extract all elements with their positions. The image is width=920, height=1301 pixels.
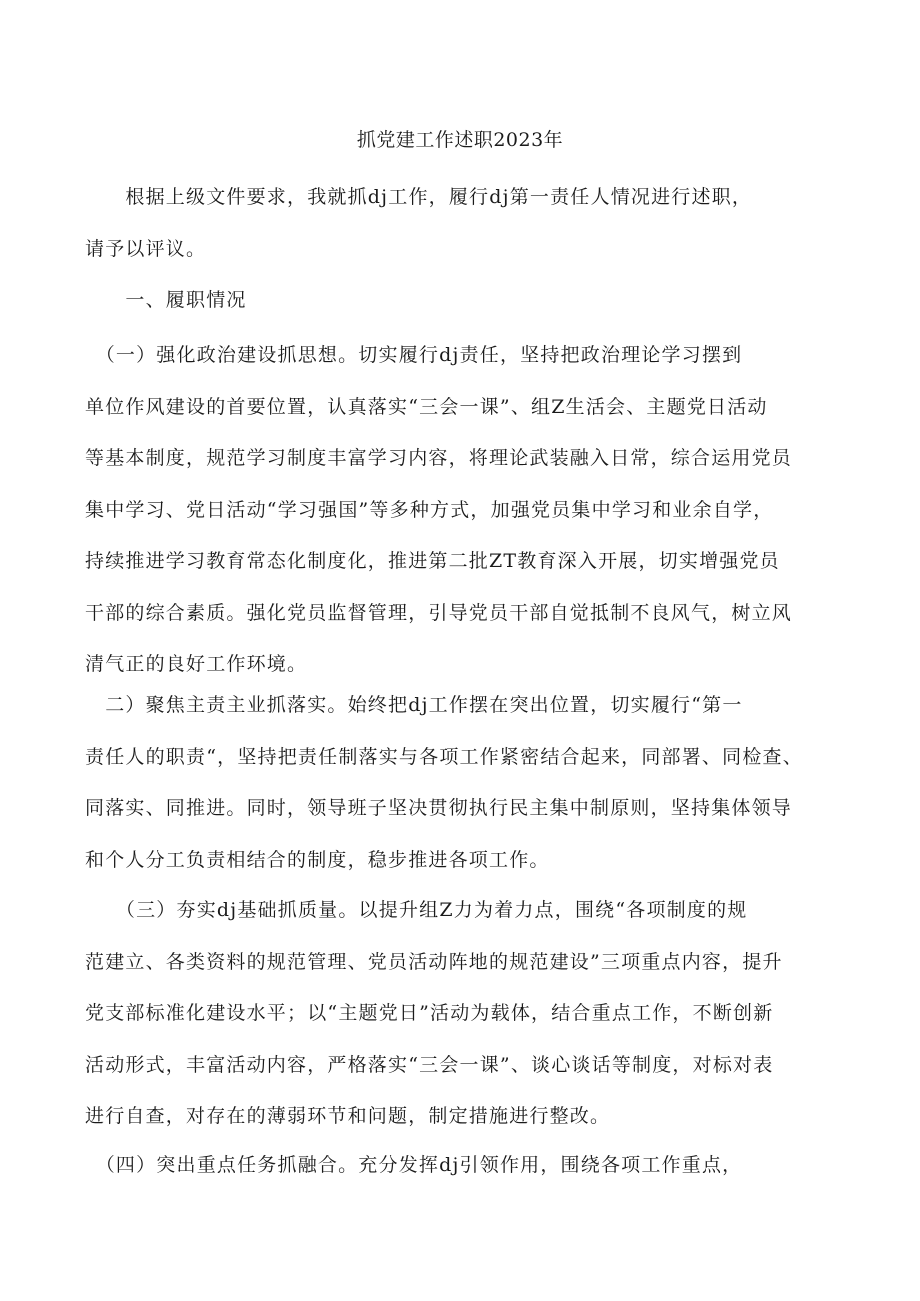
text-line: （一）强化政治建设抓思想。切实履行dj责任，坚持把政治理论学习摆到 xyxy=(85,344,743,366)
text-line: 根据上级文件要求，我就抓dj工作，履行dj第一责任人情况进行述职， xyxy=(85,186,753,208)
text-line: 活动形式，丰富活动内容，严格落实“三会一课”、谈心谈话等制度，对标对表 xyxy=(85,1053,774,1076)
text-line: 单位作风建设的首要位置，认真落实“三会一课”、组Z生活会、主题党日活动 xyxy=(85,395,768,418)
text-line: 一、履职情况 xyxy=(85,289,247,311)
text-line: 请予以评议。 xyxy=(85,237,207,260)
paragraph-section-4 xyxy=(85,1140,850,1192)
text-line: 集中学习、党日活动“学习强国”等多种方式，加强党员集中学习和业余自学， xyxy=(85,498,774,521)
paragraph-section-3 xyxy=(85,885,850,1143)
document-title: 抓党建工作述职2023年 xyxy=(356,129,564,151)
text-line: （三）夯实dj基础抓质量。以提升组Z力为着力点，围绕“各项制度的规 xyxy=(85,899,748,921)
text-line: 同落实、同推进。同时，领导班子坚决贯彻执行民主集中制原则，坚持集体领导 xyxy=(85,797,793,819)
paragraph-section-2 xyxy=(85,680,850,886)
text-line: 清气正的良好工作环境。 xyxy=(85,653,308,675)
paragraph-section-1 xyxy=(85,330,850,691)
text-line: 范建立、各类资料的规范管理、党员活动阵地的规范建设”三项重点内容，提升 xyxy=(85,950,783,973)
text-line: 进行自查，对存在的薄弱环节和问题，制定措施进行整改。 xyxy=(85,1105,611,1127)
paragraph-intro xyxy=(85,172,850,275)
text-line: 干部的综合素质。强化党员监督管理，引导党员干部自觉抵制不良风气，树立风 xyxy=(85,601,793,624)
text-line: 二）聚焦主责主业抓落实。始终把dj工作摆在突出位置，切实履行“第一 xyxy=(85,694,743,716)
text-line: 党支部标准化建设水平；以“主题党日”活动为载体，结合重点工作，不断创新 xyxy=(85,1002,774,1024)
text-line: 和个人分工负责相结合的制度，稳步推进各项工作。 xyxy=(85,848,550,871)
text-line: 责任人的职责“，坚持把责任制落实与各项工作紧密结合起来，同部署、同检查、 xyxy=(85,745,803,768)
section-heading xyxy=(85,275,850,327)
text-line: 持续推进学习教育常态化制度化，推进第二批ZT教育深入开展，切实增强党员 xyxy=(85,550,780,572)
text-line: 等基本制度，规范学习制度丰富学习内容，将理论武装融入日常，综合运用党员 xyxy=(85,447,793,469)
text-line: （四）突出重点任务抓融合。充分发挥dj引领作用，围绕各项工作重点， xyxy=(85,1154,743,1176)
